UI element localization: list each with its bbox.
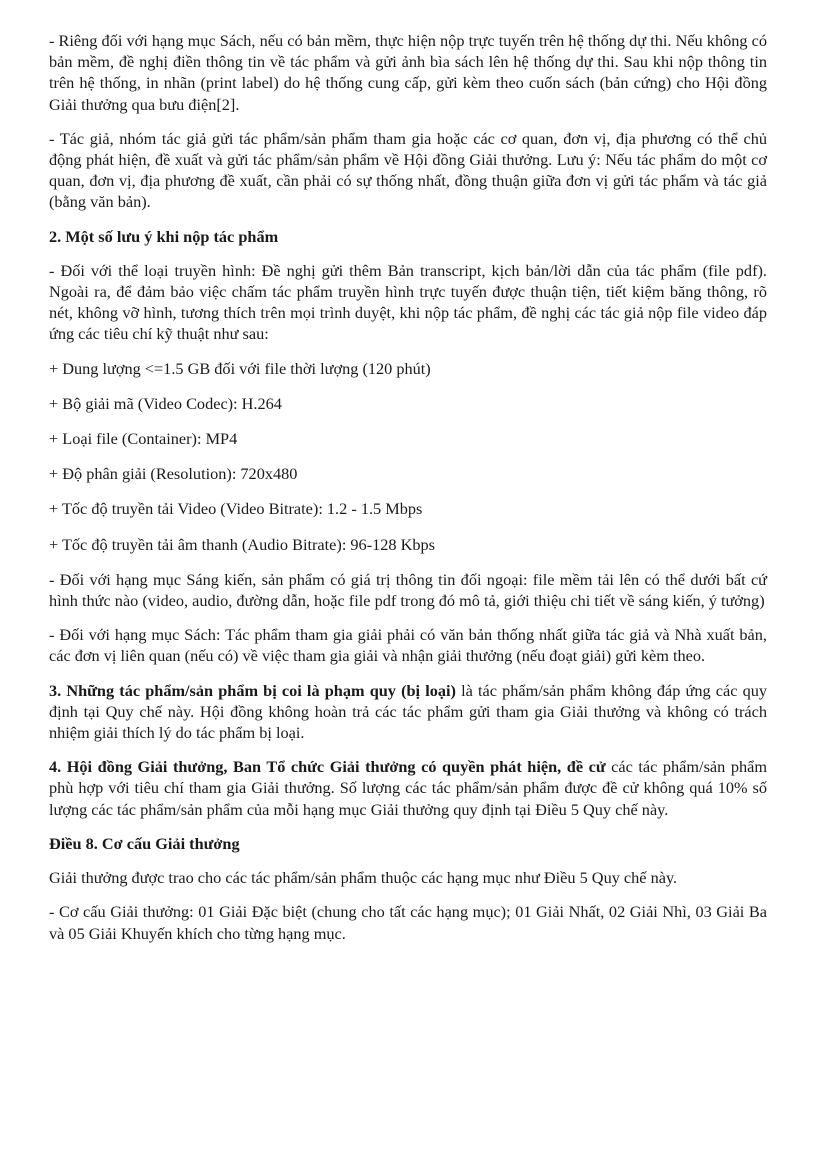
heading-submission-notes: 2. Một số lưu ý khi nộp tác phẩm	[49, 226, 279, 246]
nomination-heading: 4. Hội đồng Giải thưởng, Ban Tổ chức Giải thưởng có quyền phát hiện, đề cử	[49, 757, 606, 777]
spec-item: + Dung lượng <=1.5 GB đối với file thời lượng (120 phút)	[49, 358, 431, 378]
paragraph-television-notes: - Đối với thể loại truyền hình: Đề nghị gửi thêm Bản transcript, kịch bản/lời dẫn của tác phẩm (file pdf). Ngoài ra, để đảm bảo việc chấm tác phẩm truyền hình trực tuyến được thuận tiện, tiết kiệm băng thông, rõ nét, không vỡ hình, tương thích trên mọi trình duyệt, khi nộp tác phẩm, đề nghị các tác giả nộp file video đáp ứng các tiêu chí kỹ thuật như sau:	[49, 260, 767, 344]
spec-item: + Độ phân giải (Resolution): 720x480	[49, 464, 298, 484]
disqualification-text: là tác phẩm/sản phẩm không đáp ứng các quy định tại Quy chế này. Hội đồng không hoàn trả các tác phẩm gửi tham gia Giải thưởng và không có trách nhiệm giải thích lý do tác phẩm bị loại.	[49, 680, 767, 743]
paragraph-book-submission: - Riêng đối với hạng mục Sách, nếu có bản mềm, thực hiện nộp trực tuyến trên hệ thống dự thi. Nếu không có bản mềm, đề nghị điền thông tin về tác phẩm và gửi ảnh bìa sách lên hệ thống dự thi. Sau khi nộp thông tin trên hệ thống, in nhãn (print label) do hệ thống cung cấp, gửi kèm theo cuốn sách (bản cứng) cho Hội đồng Giải thưởng qua bưu điện[2].	[49, 31, 767, 114]
spec-item: + Bộ giải mã (Video Codec): H.264	[49, 393, 282, 413]
paragraph-author-submission: - Tác giả, nhóm tác giả gửi tác phẩm/sản phẩm tham gia hoặc các cơ quan, đơn vị, địa phương có thể chủ động phát hiện, đề xuất và gửi tác phẩm/sản phẩm về Hội đồng Giải thưởng. Lưu ý: Nếu tác phẩm do một cơ quan, đơn vị, địa phương đề xuất, cần phải có sự thống nhất, đồng thuận giữa đơn vị gửi tác phẩm và tác giả (bằng văn bản).	[49, 128, 767, 212]
paragraph-initiative-notes: - Đối với hạng mục Sáng kiến, sản phẩm có giá trị thông tin đối ngoại: file mềm tải lên có thể dưới bất cứ hình thức nào (video, audio, đường dẫn, hoặc file pdf trong đó mô tả, giới thiệu chi tiết về sáng kiến, ý tưởng)	[49, 569, 767, 611]
disqualification-heading: 3. Những tác phẩm/sản phẩm bị coi là phạm quy (bị loại)	[49, 680, 456, 700]
spec-item: + Tốc độ truyền tải âm thanh (Audio Bitrate): 96-128 Kbps	[49, 534, 435, 554]
spec-item: + Loại file (Container): MP4	[49, 429, 238, 449]
document-page	[49, 30, 767, 957]
paragraph-award-structure: - Cơ cấu Giải thưởng: 01 Giải Đặc biệt (chung cho tất các hạng mục); 01 Giải Nhất, 02 Giải Nhì, 03 Giải Ba và 05 Giải Khuyến khích cho từng hạng mục.	[49, 902, 767, 943]
spec-item: + Tốc độ truyền tải Video (Video Bitrate): 1.2 - 1.5 Mbps	[49, 499, 423, 519]
paragraph-book-notes: - Đối với hạng mục Sách: Tác phẩm tham gia giải phải có văn bản thống nhất giữa tác giả và Nhà xuất bản, các đơn vị liên quan (nếu có) về việc tham gia giải và nhận giải thưởng (nếu đoạt giải) gửi kèm theo.	[49, 625, 767, 666]
paragraph-nomination	[49, 756, 767, 820]
nomination-text: các tác phẩm/sản phẩm phù hợp với tiêu chí tham gia Giải thưởng. Số lượng các tác phẩm/sản phẩm được đề cử không quá 10% số lượng các tác phẩm/sản phẩm của mỗi hạng mục Giải thưởng quy định tại Điều 5 Quy chế này.	[49, 757, 767, 819]
heading-article-8: Điều 8. Cơ cấu Giải thưởng	[49, 833, 240, 853]
paragraph-disqualification	[49, 680, 767, 744]
paragraph-award-scope: Giải thưởng được trao cho các tác phẩm/sản phẩm thuộc các hạng mục như Điều 5 Quy chế này.	[49, 868, 678, 888]
